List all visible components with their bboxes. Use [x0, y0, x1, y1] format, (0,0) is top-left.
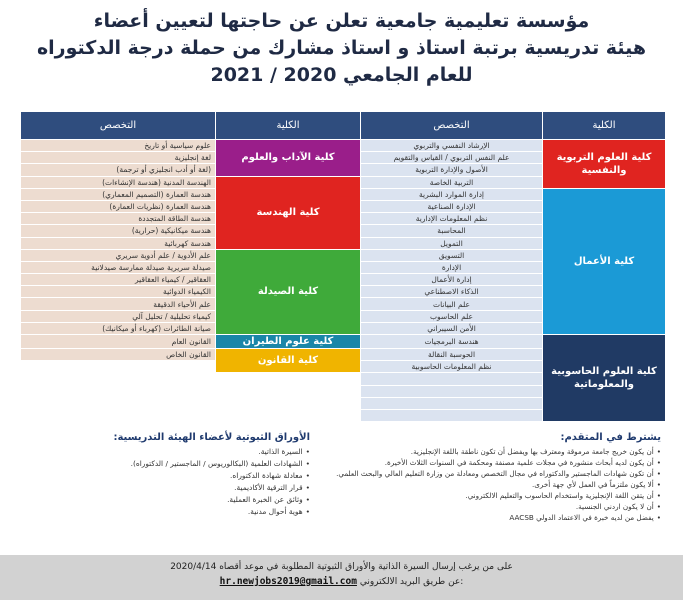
- specialty-cell: علم الأدوية / علم أدوية سريري: [21, 249, 216, 261]
- footer-email-prefix: عن طريق البريد الالكتروني:: [359, 577, 464, 587]
- specialty-cell: هندسة العمارة (التصميم المعماري): [21, 188, 216, 200]
- specialty-cell: لغة إنجليزية: [21, 152, 216, 164]
- requirement-item: • أن يكون خريج جامعة مرموقة ومعترف بها ويفضل أن تكون ناطقة باللغة الإنجليزية.: [331, 446, 661, 457]
- specialty-cell: الهندسة المدنية (هندسة الإنشاءات): [21, 176, 216, 188]
- documents-list: [20, 446, 310, 518]
- specialty-cell: نظم المعلومات الإدارية: [361, 213, 543, 225]
- specialty-cell: الإدارة الصناعية: [361, 200, 543, 212]
- specialty-cell: [21, 409, 216, 421]
- header-specialty-left: التخصص: [21, 112, 216, 140]
- specialty-cell: صيانة الطائرات (كهرباء أو ميكانيك): [21, 322, 216, 334]
- document-item: • وثائق عن الخبرة العملية.: [20, 494, 310, 506]
- specialty-cell: التمويل: [361, 237, 543, 249]
- footer-deadline-text: على من يرغب إرسال السيرة الذاتية والأوراق الثبوتية المطلوبة في موعد أقصاه 2020/4/14: [170, 562, 513, 572]
- specialty-cell: [361, 385, 543, 397]
- specialty-cell: القانون الخاص: [21, 349, 216, 361]
- table-header-row: [21, 112, 666, 140]
- specialty-cell: التربية الخاصة: [361, 176, 543, 188]
- faculty-cell: كلية الصيدلة: [216, 249, 361, 334]
- specialty-cell: [21, 361, 216, 373]
- title-line-1: مؤسسة تعليمية جامعية تعلن عن حاجتها لتعيين أعضاء: [93, 10, 590, 32]
- specialty-cell: [361, 373, 543, 385]
- specialty-cell: إدارة الأعمال: [361, 274, 543, 286]
- specialty-cell: الإرشاد النفسي والتربوي: [361, 140, 543, 152]
- specialty-cell: صيدلة سريرية صيدلة ممارسة صيدلانية: [21, 261, 216, 273]
- positions-table: [20, 111, 666, 422]
- document-item: • السيرة الذاتية.: [20, 446, 310, 458]
- specialty-cell: [21, 385, 216, 397]
- specialty-cell: العقاقير / كيمياء العقاقير: [21, 274, 216, 286]
- specialty-cell: علم الحاسوب: [361, 310, 543, 322]
- specialty-cell: هندسة الطاقة المتجددة: [21, 213, 216, 225]
- requirements-title: يشترط في المتقدم:: [560, 432, 661, 443]
- table-row: [21, 140, 666, 152]
- specialty-cell: الأمن السيبراني: [361, 322, 543, 334]
- specialty-cell: المحاسبة: [361, 225, 543, 237]
- specialty-cell: الأصول والإدارة التربوية: [361, 164, 543, 176]
- requirement-item: • أن لا يكون اردني الجنسية.: [331, 501, 661, 512]
- specialty-cell: [21, 397, 216, 409]
- specialty-cell: علوم سياسية أو تاريخ: [21, 140, 216, 152]
- documents-title: الأوراق الثبوتية لأعضاء الهيئة التدريسية:: [113, 432, 310, 443]
- faculty-cell: كلية الأعمال: [543, 188, 666, 334]
- header-faculty-left: الكلية: [216, 112, 361, 140]
- faculty-cell: كلية الآداب والعلوم: [216, 140, 361, 177]
- specialty-cell: الإدارة: [361, 261, 543, 273]
- document-item: • معادلة شهادة الدكتوراه.: [20, 470, 310, 482]
- specialty-cell: [361, 409, 543, 421]
- specialty-cell: الكيمياء الدوائية: [21, 286, 216, 298]
- faculty-cell: كلية العلوم التربوية والنفسية: [543, 140, 666, 189]
- title-line-2: هيئة تدريسية برتبة استاذ و استاذ مشارك من حملة درجة الدكتوراه: [36, 37, 647, 59]
- requirements-list: [331, 446, 661, 523]
- faculty-cell: كلية الهندسة: [216, 176, 361, 249]
- specialty-cell: هندسة العمارة (نظريات العمارة): [21, 200, 216, 212]
- requirements-section: [331, 432, 661, 523]
- specialty-cell: هندسة البرمجيات: [361, 335, 543, 349]
- specialty-cell: علم البيانات: [361, 298, 543, 310]
- document-item: • الشهادات العلمية (البكالوريوس / الماجستير / الدكتوراه).: [20, 458, 310, 470]
- specialty-cell: إدارة الموارد البشرية: [361, 188, 543, 200]
- specialty-cell: نظم المعلومات الحاسوبية: [361, 361, 543, 373]
- specialty-cell: الحوسبة النقالة: [361, 349, 543, 361]
- specialty-cell: علم النفس التربوي / القياس والتقويم: [361, 152, 543, 164]
- header-specialty-right: التخصص: [361, 112, 543, 140]
- footer-email-link[interactable]: hr.newjobs2019@gmail.com: [219, 576, 357, 587]
- footer-email-line: [0, 576, 683, 587]
- document-item: • قرار الترقية الأكاديمية.: [20, 482, 310, 494]
- specialty-cell: هندسة ميكانيكية (حرارية): [21, 225, 216, 237]
- footer-banner: [0, 555, 683, 600]
- specialty-cell: القانون العام: [21, 335, 216, 349]
- documents-section: [20, 432, 310, 518]
- faculty-cell: كلية العلوم الحاسوبية والمعلوماتية: [543, 335, 666, 422]
- empty-cell: [216, 385, 361, 397]
- requirement-item: • يفضل من لديه خبرة في الاعتماد الدولي AACSB: [331, 512, 661, 523]
- specialty-cell: الذكاء الاصطناعي: [361, 286, 543, 298]
- faculty-cell: كلية القانون: [216, 349, 361, 373]
- faculty-cell: كلية علوم الطيران: [216, 335, 361, 349]
- requirement-item: • ألا يكون ملتزماً في العمل لأي جهة أخرى.: [331, 479, 661, 490]
- specialty-cell: هندسة كهربائية: [21, 237, 216, 249]
- specialty-cell: كيمياء تحليلية / تحليل آلي: [21, 310, 216, 322]
- specialty-cell: التسويق: [361, 249, 543, 261]
- table-body: [21, 140, 666, 422]
- header-faculty-right: الكلية: [543, 112, 666, 140]
- document-item: • هوية أحوال مدنية.: [20, 506, 310, 518]
- empty-cell: [216, 409, 361, 421]
- empty-cell: [216, 397, 361, 409]
- specialty-cell: علم الأحياء الدقيقة: [21, 298, 216, 310]
- title-line-3: للعام الجامعي 2020 / 2021: [210, 64, 473, 86]
- requirement-item: • أن يكون لديه أبحاث منشورة في مجلات علمية مصنفة ومحكمة في السنوات الثلاث الأخيرة.: [331, 457, 661, 468]
- specialty-cell: [361, 397, 543, 409]
- specialty-cell: [21, 373, 216, 385]
- announcement-title: [0, 8, 683, 89]
- empty-cell: [216, 373, 361, 385]
- specialty-cell: (لغة أو أدب انجليزي أو ترجمة): [21, 164, 216, 176]
- table-row: [21, 335, 666, 349]
- requirement-item: • أن يتقن اللغة الإنجليزية واستخدام الحاسوب والتعليم الالكتروني.: [331, 490, 661, 501]
- requirement-item: • أن تكون شهادات الماجستير والدكتوراه في مجال التخصص ومعادلة من وزارة التعليم العالي والبحث العلمي.: [331, 468, 661, 479]
